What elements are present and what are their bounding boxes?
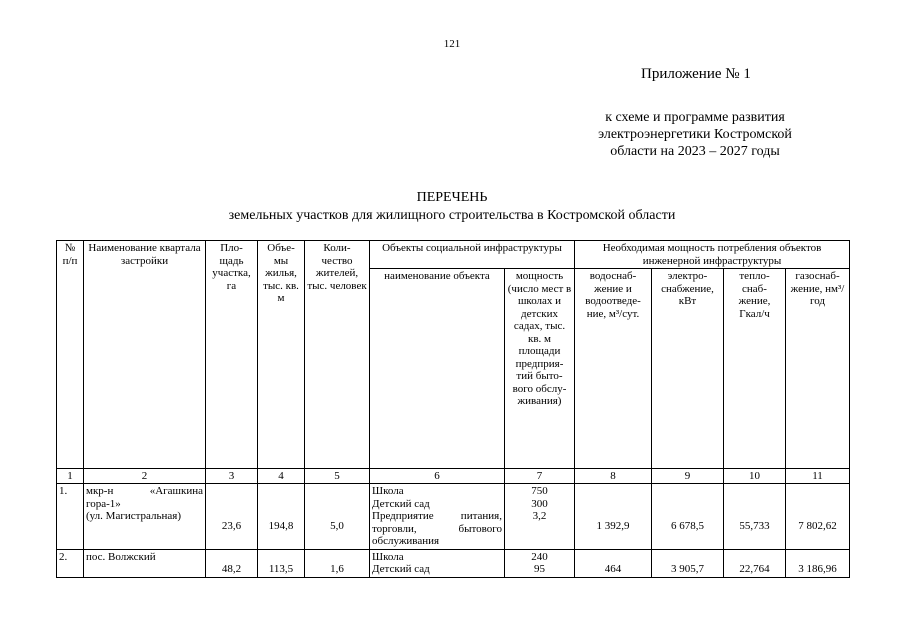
row-num: 2. [57,549,84,577]
column-number: 2 [84,469,206,484]
table-row [57,484,850,550]
header-social-infrastructure: Объекты социальной инфраструктуры [370,241,575,269]
column-number: 8 [575,469,652,484]
document-title [0,189,904,225]
row-name: пос. Волжский [84,549,206,577]
appendix-subtitle-line: электроэнергетики Костромской [598,127,792,142]
column-number: 7 [505,469,575,484]
header-engineering-infrastructure: Необходимая мощность потребления объектов инженерной инфраструктуры [575,241,850,269]
appendix-title: Приложение № 1 [641,66,751,82]
header-residents: Коли- чество жителей, тыс. человек [305,241,370,469]
header-row [57,241,850,269]
row-name-line [86,485,203,498]
row-water: 1 392,9 [575,484,652,550]
object-item: Предприятие питания, торговли, бытового обслуживания [372,510,502,547]
row-name-part: мкр-н [86,485,114,497]
row-objects [370,484,505,550]
document-title-line1: ПЕРЕЧЕНЬ [416,190,488,205]
row-area: 23,6 [206,484,258,550]
row-name-part: «Агашкина [149,485,203,497]
column-number: 4 [258,469,305,484]
capacity-item: 750 [531,485,548,497]
row-residents: 5,0 [305,484,370,550]
row-heat: 55,733 [724,484,786,550]
row-residents: 1,6 [305,549,370,577]
land-plots-table [56,240,850,578]
capacity-item: 300 [531,497,548,510]
column-number: 5 [305,469,370,484]
object-item: Школа [372,550,404,563]
table-row [57,549,850,577]
appendix-subtitle-line: области на 2023 – 2027 годы [610,144,780,159]
row-heat: 22,764 [724,549,786,577]
row-electricity: 3 905,7 [652,549,724,577]
column-number: 6 [370,469,505,484]
row-gas: 3 186,96 [786,549,850,577]
appendix-subtitle-line: к схеме и программе развития [605,110,785,125]
header-area: Пло- щадь участка, га [206,241,258,469]
row-name [84,484,206,550]
header-electricity: электро- снабжение, кВт [652,269,724,469]
header-gas: газоснаб- жение, нм³/год [786,269,850,469]
column-number: 10 [724,469,786,484]
capacity-item: 240 [531,550,548,563]
column-number-row [57,469,850,484]
row-num: 1. [57,484,84,550]
row-capacities [505,549,575,577]
object-item: Детский сад [372,563,430,575]
object-item: Детский сад [372,497,430,510]
object-item: Школа [372,485,404,497]
row-water: 464 [575,549,652,577]
row-name-line: гора-1» [86,497,121,510]
appendix-subtitle [565,109,825,160]
column-number: 3 [206,469,258,484]
column-number: 9 [652,469,724,484]
header-object-name: наименование объекта [370,269,505,469]
row-objects [370,549,505,577]
row-electricity: 6 678,5 [652,484,724,550]
column-number: 1 [57,469,84,484]
row-housing: 194,8 [258,484,305,550]
row-capacities [505,484,575,550]
header-name: Наименование квартала застройки [84,241,206,469]
header-num: № п/п [57,241,84,469]
document-title-line2: земельных участков для жилищного строительства в Костромской области [228,208,676,223]
header-heat: тепло- снаб- жение, Гкал/ч [724,269,786,469]
row-gas: 7 802,62 [786,484,850,550]
page-number: 121 [443,38,461,50]
capacity-item: 95 [534,563,545,575]
row-name-line: (ул. Магистральная) [86,510,182,522]
row-area: 48,2 [206,549,258,577]
capacity-item: 3,2 [532,510,547,522]
column-number: 11 [786,469,850,484]
row-housing: 113,5 [258,549,305,577]
header-housing: Объе- мы жилья, тыс. кв. м [258,241,305,469]
header-capacity: мощность (число мест в школах и детских садах, тыс. кв. м площади предприя- тий быто- вого обслу- живания) [505,269,575,469]
header-water: водоснаб- жение и водоотведе- ние, м³/сут. [575,269,652,469]
